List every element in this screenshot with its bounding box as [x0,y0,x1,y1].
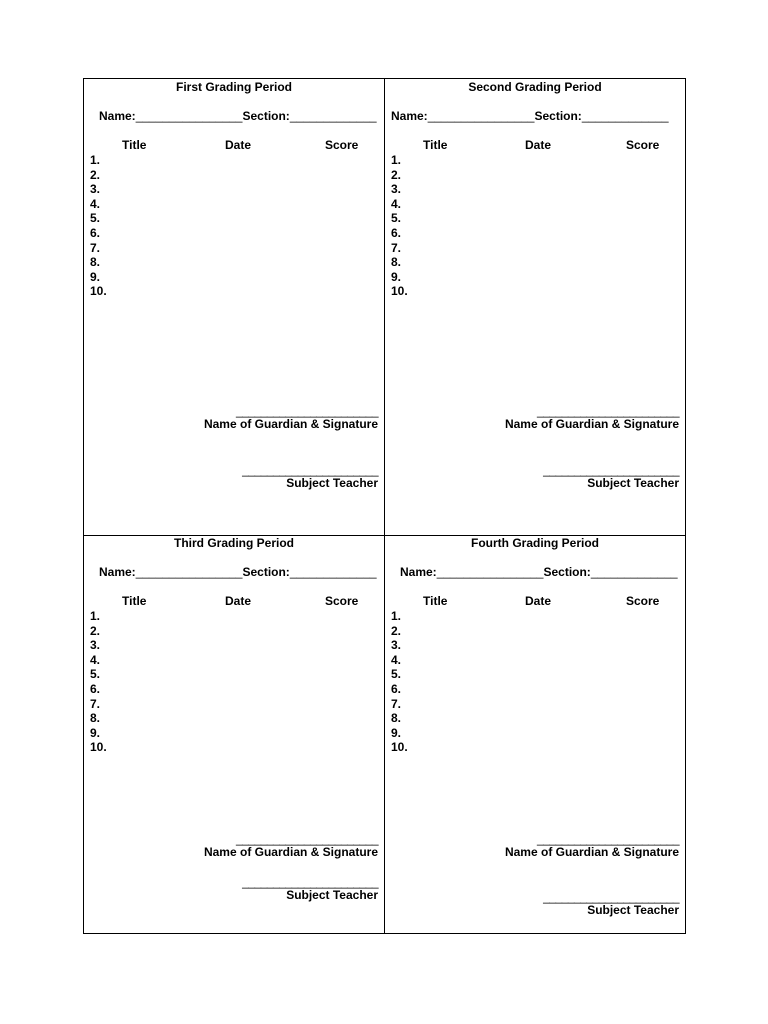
item-list [391,609,408,755]
list-item: 8. [391,255,402,270]
list-item: 9. [391,269,402,284]
name-label: Name: [391,109,428,123]
teacher-label: Subject Teacher [587,903,679,917]
guardian-signature-line[interactable]: _______________________ [537,832,679,846]
col-title: Title [423,138,448,152]
col-date: Date [225,594,252,608]
list-item: 3. [391,182,402,197]
list-item: 3. [391,638,402,653]
guardian-label: Name of Guardian & Signature [203,417,378,431]
col-date: Date [225,138,252,152]
section-blank[interactable]: _____________ [581,109,669,123]
list-item: 8. [90,255,101,270]
name-section-line [391,109,669,123]
teacher-signature-line[interactable]: ______________________ [242,463,378,477]
section-blank[interactable]: _____________ [289,565,377,579]
col-score: Score [325,594,359,608]
section-blank[interactable]: _____________ [590,565,678,579]
list-item: 2. [90,167,101,182]
teacher-signature-line[interactable]: ______________________ [543,463,679,477]
panel-title: First Grading Period [175,80,292,94]
item-list [391,153,408,299]
list-item: 5. [391,667,402,682]
guardian-signature-line[interactable]: _______________________ [236,404,378,418]
list-item: 4. [391,652,402,667]
col-title: Title [122,594,147,608]
section-blank[interactable]: _____________ [289,109,377,123]
guardian-signature-line[interactable]: _______________________ [236,832,378,846]
list-item: 5. [90,211,101,226]
list-item: 2. [391,167,402,182]
list-item: 3. [90,638,101,653]
name-blank[interactable]: ________________ [436,565,544,579]
list-item: 4. [90,652,101,667]
grading-sheet [83,78,686,934]
list-item: 3. [90,182,101,197]
list-item: 1. [90,609,101,623]
teacher-signature-line[interactable]: ______________________ [543,890,679,904]
guardian-label: Name of Guardian & Signature [203,845,378,859]
list-item: 6. [391,681,402,696]
name-blank[interactable]: ________________ [135,109,243,123]
teacher-label: Subject Teacher [286,888,378,902]
name-blank[interactable]: ________________ [427,109,535,123]
col-date: Date [525,594,552,608]
first-grading-panel [84,79,384,535]
list-item: 2. [90,623,101,638]
list-item: 10. [90,740,107,755]
panel-title: Second Grading Period [468,80,602,94]
name-section-line [400,565,678,579]
col-score: Score [626,138,660,152]
list-item: 5. [391,211,402,226]
col-score: Score [325,138,359,152]
panel-title: Fourth Grading Period [471,536,599,550]
list-item: 9. [391,725,402,740]
list-item: 7. [391,240,402,255]
list-item: 1. [391,153,402,167]
second-grading-panel [385,79,685,535]
list-item: 8. [90,711,101,726]
section-label: Section: [534,109,582,123]
list-item: 4. [391,196,402,211]
panel-title: Third Grading Period [173,536,294,550]
name-section-line [99,565,377,579]
list-item: 7. [90,696,101,711]
teacher-signature-line[interactable]: ______________________ [242,875,378,889]
list-item: 7. [391,696,402,711]
col-title: Title [122,138,147,152]
list-item: 6. [391,225,402,240]
name-label: Name: [99,565,136,579]
list-item: 10. [391,284,408,299]
section-label: Section: [242,565,290,579]
fourth-grading-panel [385,536,685,933]
name-label: Name: [400,565,437,579]
list-item: 2. [391,623,402,638]
col-title: Title [423,594,448,608]
list-item: 9. [90,725,101,740]
list-item: 1. [90,153,101,167]
name-label: Name: [99,109,136,123]
item-list [90,153,107,299]
guardian-label: Name of Guardian & Signature [504,417,679,431]
list-item: 7. [90,240,101,255]
col-date: Date [525,138,552,152]
third-grading-panel [84,536,384,933]
section-label: Section: [543,565,591,579]
teacher-label: Subject Teacher [587,476,679,490]
teacher-label: Subject Teacher [286,476,378,490]
list-item: 1. [391,609,402,623]
name-section-line [99,109,377,123]
list-item: 4. [90,196,101,211]
list-item: 9. [90,269,101,284]
item-list [90,609,107,755]
list-item: 10. [90,284,107,299]
guardian-signature-line[interactable]: _______________________ [537,404,679,418]
list-item: 5. [90,667,101,682]
guardian-label: Name of Guardian & Signature [504,845,679,859]
list-item: 8. [391,711,402,726]
col-score: Score [626,594,660,608]
name-blank[interactable]: ________________ [135,565,243,579]
list-item: 10. [391,740,408,755]
section-label: Section: [242,109,290,123]
list-item: 6. [90,225,101,240]
list-item: 6. [90,681,101,696]
